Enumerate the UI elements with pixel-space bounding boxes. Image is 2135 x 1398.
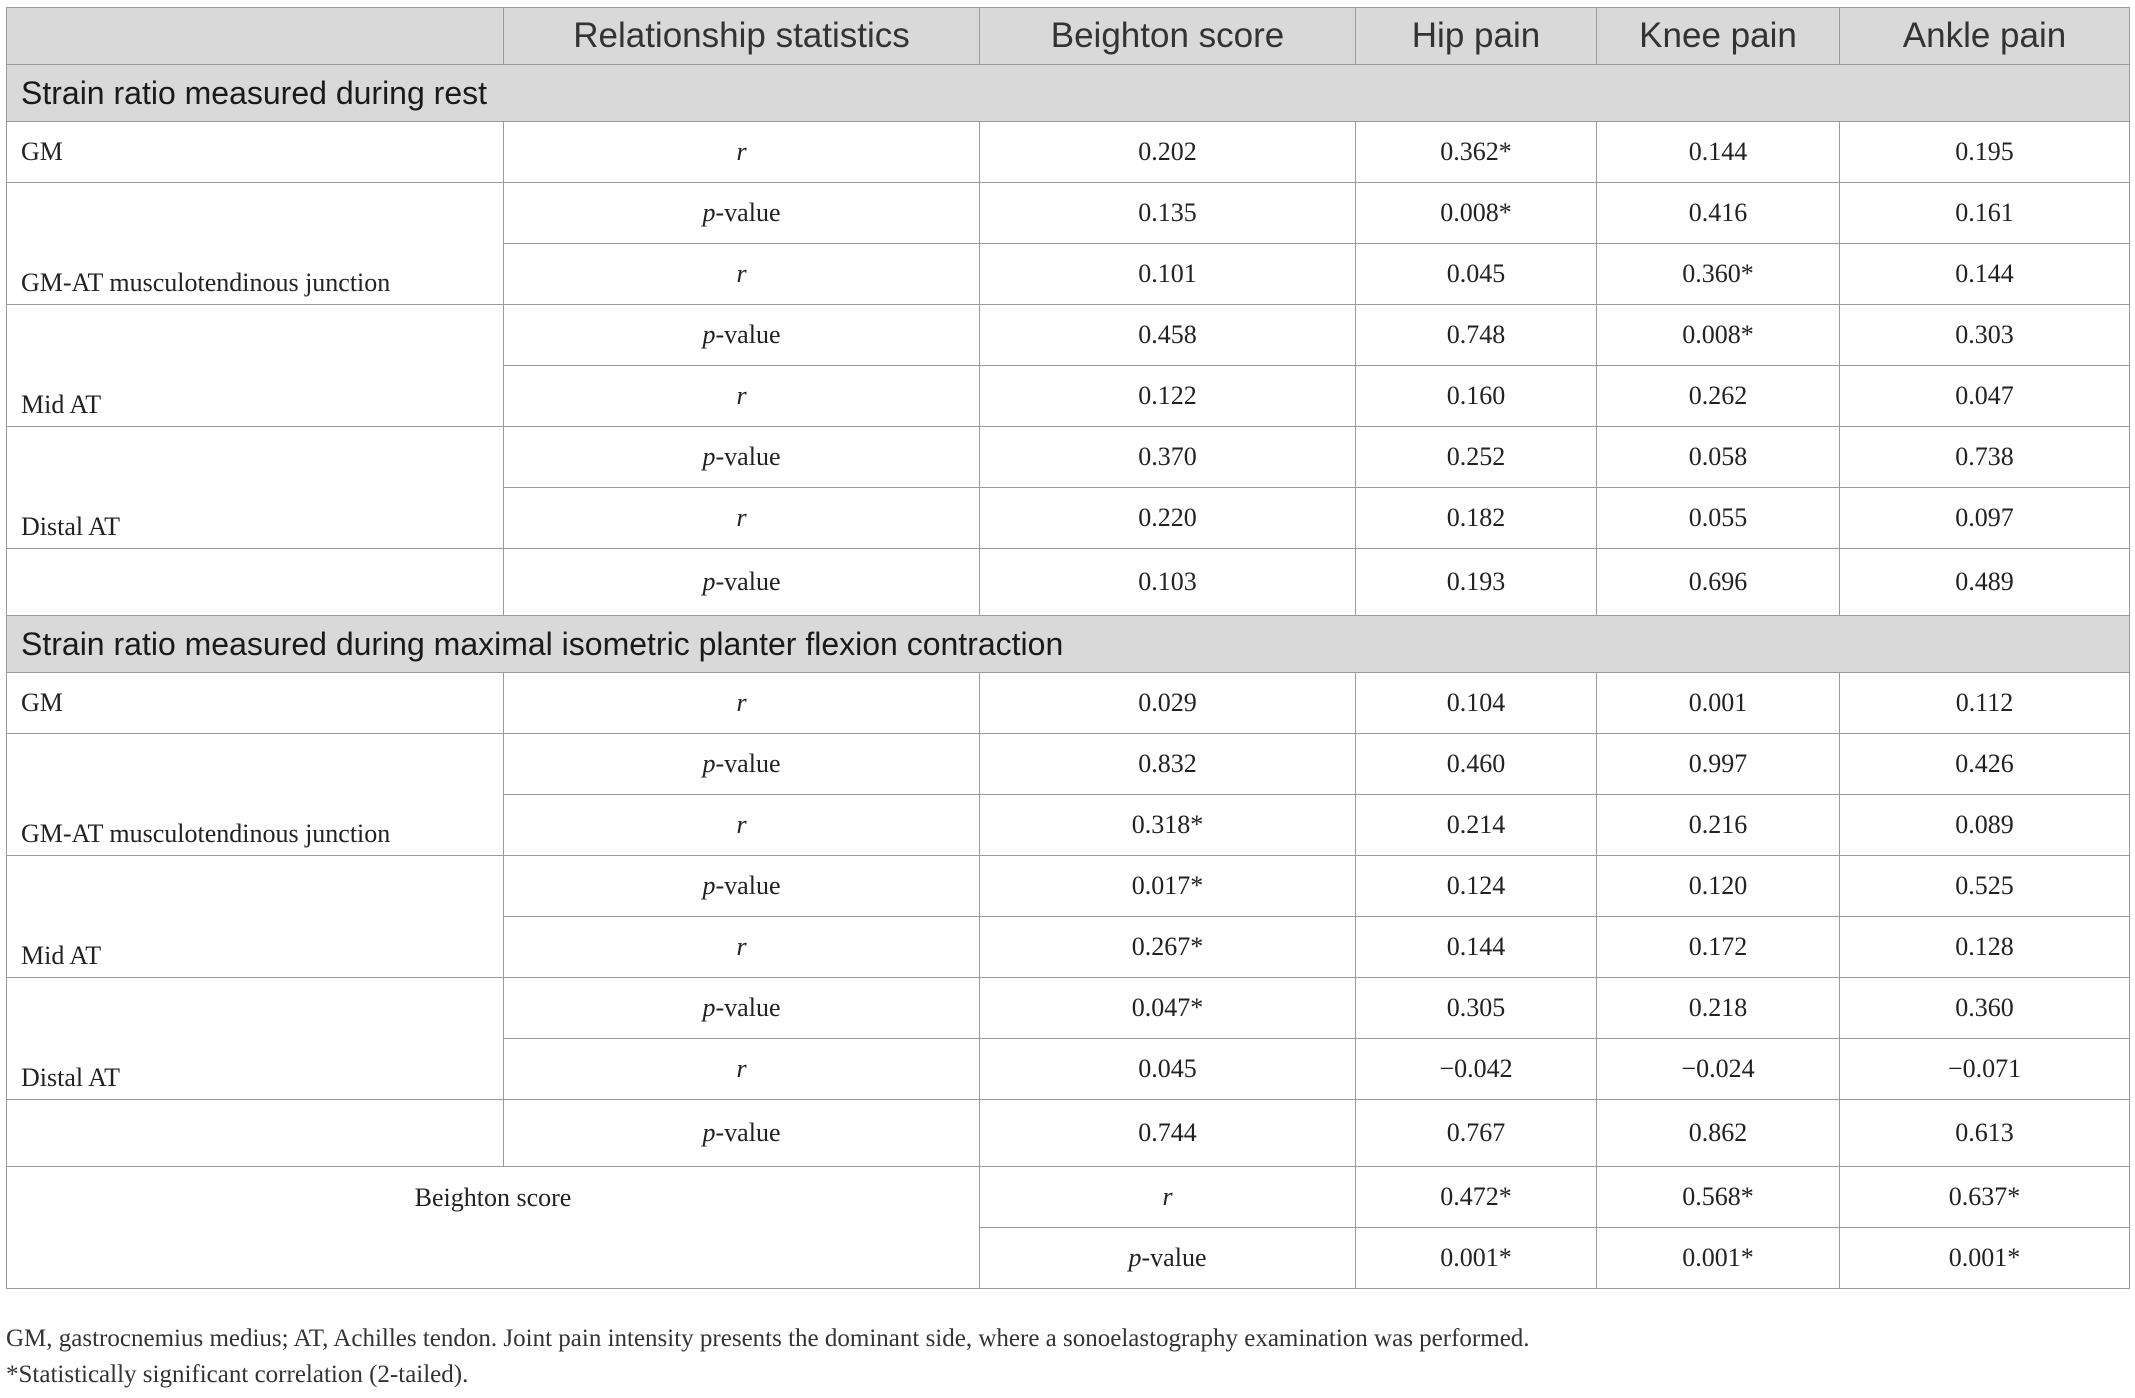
beighton-score-value: 0.832 [980,734,1356,795]
correlation-table [6,7,2130,1289]
row-label: GM [7,122,504,183]
beighton-score-value: 0.318* [980,795,1356,856]
stat-cell [504,427,980,488]
table-row [7,305,2130,366]
footnote-abbreviations: GM, gastrocnemius medius; AT, Achilles tendon. Joint pain intensity presents the dominant side, where a sonoelastography examination was performed. [6,1325,1530,1352]
stat-label: r [736,259,747,288]
section-row [7,616,2130,673]
hip-pain-value: 0.748 [1356,305,1597,366]
stat-cell [504,856,980,917]
table-row [7,122,2130,183]
table-row [7,673,2130,734]
ankle-pain-value: 0.195 [1840,122,2130,183]
header-row [7,8,2130,65]
table-row [7,734,2130,795]
stat-cell [504,244,980,305]
hip-pain-value: 0.305 [1356,978,1597,1039]
table-row [7,427,2130,488]
stat-label: p-value [702,1118,781,1147]
stat-label: p-value [702,993,781,1022]
knee-pain-value: 0.568* [1597,1167,1840,1228]
stat-cell [504,183,980,244]
beighton-score-label: Beighton score [7,1167,980,1289]
footnote-significance: *Statistically significant correlation (2-tailed). [6,1361,469,1388]
row-label: Distal AT [7,427,504,549]
knee-pain-value: 0.216 [1597,795,1840,856]
ankle-pain-value: 0.738 [1840,427,2130,488]
table-row [7,183,2130,244]
knee-pain-value: 0.218 [1597,978,1840,1039]
stat-cell [980,1167,1356,1228]
stat-label: r [736,137,747,166]
hip-pain-value: 0.182 [1356,488,1597,549]
beighton-score-value: 0.047* [980,978,1356,1039]
knee-pain-value: 0.416 [1597,183,1840,244]
stat-label: r [736,1054,747,1083]
ankle-pain-value: 0.303 [1840,305,2130,366]
knee-pain-value: 0.120 [1597,856,1840,917]
knee-pain-value: 0.360* [1597,244,1840,305]
stat-label: p-value [702,871,781,900]
table-row [7,856,2130,917]
ankle-pain-value: 0.144 [1840,244,2130,305]
ankle-pain-value: 0.161 [1840,183,2130,244]
stat-label: r [736,381,747,410]
knee-pain-value: 0.144 [1597,122,1840,183]
ankle-pain-value: −0.071 [1840,1039,2130,1100]
beighton-score-value: 0.045 [980,1039,1356,1100]
beighton-score-value: 0.017* [980,856,1356,917]
knee-pain-value: 0.696 [1597,549,1840,616]
table-row [7,1167,2130,1228]
hip-pain-value: −0.042 [1356,1039,1597,1100]
hip-pain-value: 0.104 [1356,673,1597,734]
row-label: Mid AT [7,305,504,427]
hip-pain-value: 0.252 [1356,427,1597,488]
beighton-score-value: 0.370 [980,427,1356,488]
table-row [7,549,2130,616]
header-knee-pain: Knee pain [1597,8,1840,65]
correlation-table-container [6,7,2129,1289]
stat-label: p-value [702,749,781,778]
hip-pain-value: 0.460 [1356,734,1597,795]
beighton-score-value: 0.122 [980,366,1356,427]
stat-cell [504,917,980,978]
hip-pain-value: 0.472* [1356,1167,1597,1228]
stat-cell [504,488,980,549]
stat-cell [504,734,980,795]
ankle-pain-value: 0.089 [1840,795,2130,856]
ankle-pain-value: 0.489 [1840,549,2130,616]
header-ankle-pain: Ankle pain [1840,8,2130,65]
knee-pain-value: −0.024 [1597,1039,1840,1100]
knee-pain-value: 0.055 [1597,488,1840,549]
row-label: GM-AT musculotendinous junction [7,734,504,856]
beighton-score-value: 0.103 [980,549,1356,616]
section-title: Strain ratio measured during maximal isometric planter flexion contraction [7,616,2130,673]
ankle-pain-value: 0.097 [1840,488,2130,549]
ankle-pain-value: 0.047 [1840,366,2130,427]
hip-pain-value: 0.124 [1356,856,1597,917]
stat-cell [504,1039,980,1100]
knee-pain-value: 0.008* [1597,305,1840,366]
stat-cell [504,122,980,183]
hip-pain-value: 0.193 [1356,549,1597,616]
knee-pain-value: 0.172 [1597,917,1840,978]
knee-pain-value: 0.001 [1597,673,1840,734]
stat-label: r [736,932,747,961]
stat-label: r [1162,1182,1173,1211]
stat-label: r [736,688,747,717]
hip-pain-value: 0.214 [1356,795,1597,856]
hip-pain-value: 0.045 [1356,244,1597,305]
stat-label: p-value [702,442,781,471]
row-label: Distal AT [7,978,504,1100]
ankle-pain-value: 0.112 [1840,673,2130,734]
ankle-pain-value: 0.001* [1840,1228,2130,1289]
stat-cell [980,1228,1356,1289]
beighton-score-value: 0.220 [980,488,1356,549]
hip-pain-value: 0.008* [1356,183,1597,244]
hip-pain-value: 0.362* [1356,122,1597,183]
header-relationship-statistics: Relationship statistics [504,8,980,65]
hip-pain-value: 0.160 [1356,366,1597,427]
header-hip-pain: Hip pain [1356,8,1597,65]
stat-label: r [736,810,747,839]
beighton-score-value: 0.202 [980,122,1356,183]
header-blank [7,8,504,65]
stat-cell [504,366,980,427]
stat-cell [504,549,980,616]
section-row [7,65,2130,122]
ankle-pain-value: 0.613 [1840,1100,2130,1167]
row-label: Mid AT [7,856,504,978]
knee-pain-value: 0.262 [1597,366,1840,427]
stat-cell [504,795,980,856]
beighton-score-value: 0.029 [980,673,1356,734]
section-title: Strain ratio measured during rest [7,65,2130,122]
row-label [7,549,504,616]
stat-label: r [736,503,747,532]
stat-cell [504,305,980,366]
hip-pain-value: 0.001* [1356,1228,1597,1289]
row-label: GM [7,673,504,734]
table-body [7,65,2130,1289]
table-row [7,1100,2130,1167]
stat-label: p-value [702,567,781,596]
footnotes [6,1321,2129,1393]
beighton-score-value: 0.135 [980,183,1356,244]
stat-cell [504,978,980,1039]
ankle-pain-value: 0.128 [1840,917,2130,978]
ankle-pain-value: 0.426 [1840,734,2130,795]
hip-pain-value: 0.767 [1356,1100,1597,1167]
row-label [7,1100,504,1167]
knee-pain-value: 0.862 [1597,1100,1840,1167]
header-beighton-score: Beighton score [980,8,1356,65]
beighton-score-value: 0.267* [980,917,1356,978]
stat-label: p-value [702,198,781,227]
beighton-score-value: 0.101 [980,244,1356,305]
stat-label: p-value [1128,1243,1207,1272]
knee-pain-value: 0.997 [1597,734,1840,795]
stat-cell [504,673,980,734]
hip-pain-value: 0.144 [1356,917,1597,978]
ankle-pain-value: 0.525 [1840,856,2130,917]
beighton-score-value: 0.744 [980,1100,1356,1167]
ankle-pain-value: 0.637* [1840,1167,2130,1228]
stat-label: p-value [702,320,781,349]
knee-pain-value: 0.001* [1597,1228,1840,1289]
beighton-score-value: 0.458 [980,305,1356,366]
ankle-pain-value: 0.360 [1840,978,2130,1039]
knee-pain-value: 0.058 [1597,427,1840,488]
table-row [7,978,2130,1039]
row-label: GM-AT musculotendinous junction [7,183,504,305]
stat-cell [504,1100,980,1167]
